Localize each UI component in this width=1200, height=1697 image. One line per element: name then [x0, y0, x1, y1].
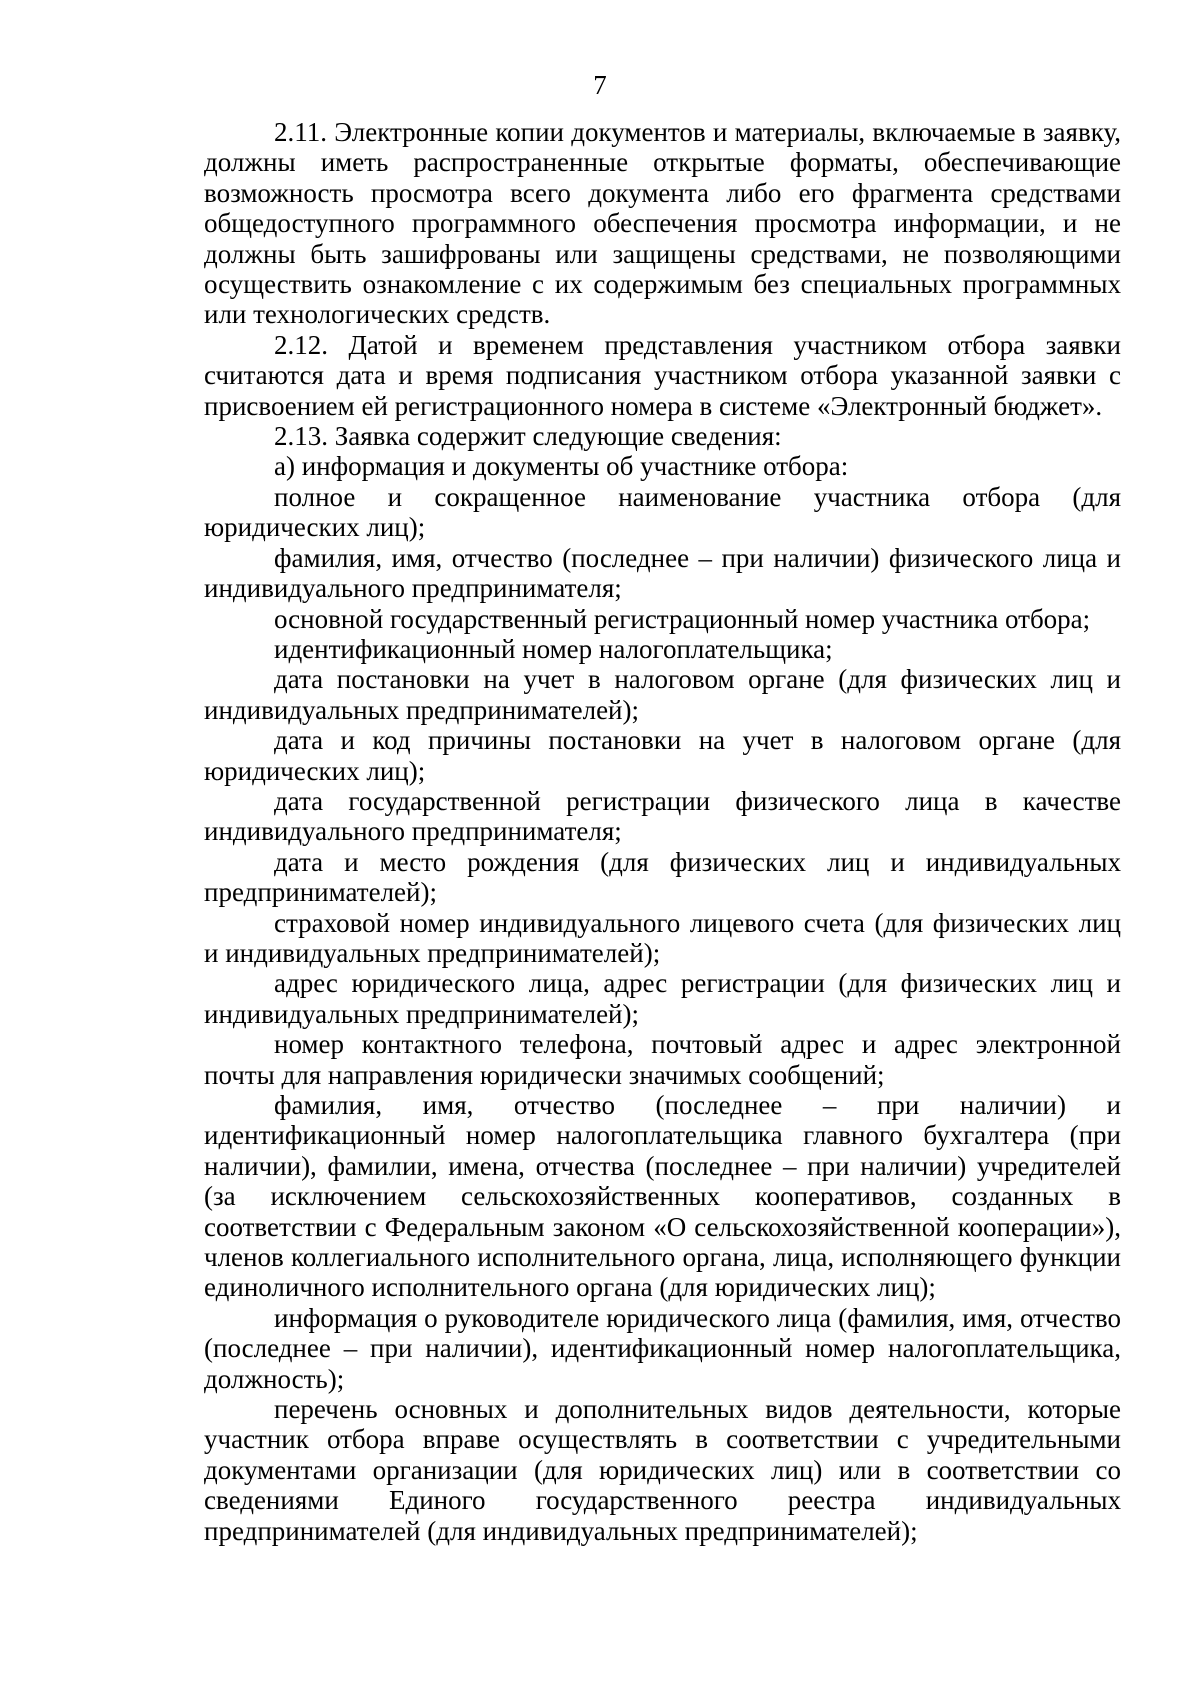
list-item-birth-date-place: дата и место рождения (для физических лиц и индивидуальных предпринимателей);	[204, 846, 1121, 908]
list-item-contacts: номер контактного телефона, почтовый адрес и адрес электронной почты для направления юридически значимых сообщений;	[204, 1029, 1121, 1090]
list-item-tax-registration-date: дата постановки на учет в налоговом органе (для физических лиц и индивидуальных предпринимателей);	[204, 664, 1121, 725]
list-item-person-name: фамилия, имя, отчество (последнее – при наличии) физического лица и индивидуального предпринимателя;	[204, 542, 1121, 604]
document-body	[204, 117, 1121, 1546]
paragraph-2-13: 2.13. Заявка содержит следующие сведения:	[274, 421, 782, 452]
paragraph-2-12: 2.12. Датой и временем представления участником отбора заявки считаются дата и время подписания участником отбора указанной заявки с присвоением ей регистрационного номера в системе «Электронный бюджет».	[204, 329, 1121, 421]
page-number: 7	[593, 70, 607, 100]
subitem-a-heading: а) информация и документы об участнике отбора:	[274, 451, 849, 482]
paragraph-2-11: 2.11. Электронные копии документов и материалы, включаемые в заявку, должны иметь распространенные открытые форматы, обеспечивающие возможность просмотра всего документа либо его фрагмента средствами общедоступного программного обеспечения просмотра информации, и не должны быть зашифрованы или защищены средствами, не позволяющими осуществить ознакомление с их содержимым без специальных программных или технологических средств.	[204, 117, 1121, 330]
list-item-full-name: полное и сокращенное наименование участника отбора (для юридических лиц);	[204, 481, 1121, 543]
list-item-inn: идентификационный номер налогоплательщика;	[274, 633, 833, 664]
list-item-address: адрес юридического лица, адрес регистрации (для физических лиц и индивидуальных предпринимателей);	[204, 968, 1121, 1029]
list-item-founders: фамилия, имя, отчество (последнее – при наличии) и идентификационный номер налогоплательщика главного бухгалтера (при наличии), фамилии, имена, отчества (последнее – при наличии) учредителей (за исключением сельскохозяйственных кооперативов, созданных в соответствии с Федеральным законом «О сельскохозяйственной кооперации»), членов коллегиального исполнительного органа, лица, исполняющего функции единоличного исполнительного органа (для юридических лиц);	[204, 1090, 1121, 1303]
list-item-director: информация о руководителе юридического лица (фамилия, имя, отчество (последнее – при наличии), идентификационный номер налогоплательщика, должность);	[204, 1302, 1121, 1394]
list-item-ogrn: основной государственный регистрационный номер участника отбора;	[274, 603, 1091, 634]
list-item-kpp: дата и код причины постановки на учет в налоговом органе (для юридических лиц);	[204, 725, 1121, 786]
list-item-activities: перечень основных и дополнительных видов деятельности, которые участник отбора вправе осуществлять в соответствии с учредительными документами организации (для юридических лиц) или в соответствии со сведениями Единого государственного реестра индивидуальных предпринимателей (для индивидуальных предпринимателей);	[204, 1394, 1121, 1546]
list-item-ip-registration-date: дата государственной регистрации физического лица в качестве индивидуального предпринимателя;	[204, 785, 1121, 847]
list-item-snils: страховой номер индивидуального лицевого счета (для физических лиц и индивидуальных предпринимателей);	[204, 907, 1121, 968]
